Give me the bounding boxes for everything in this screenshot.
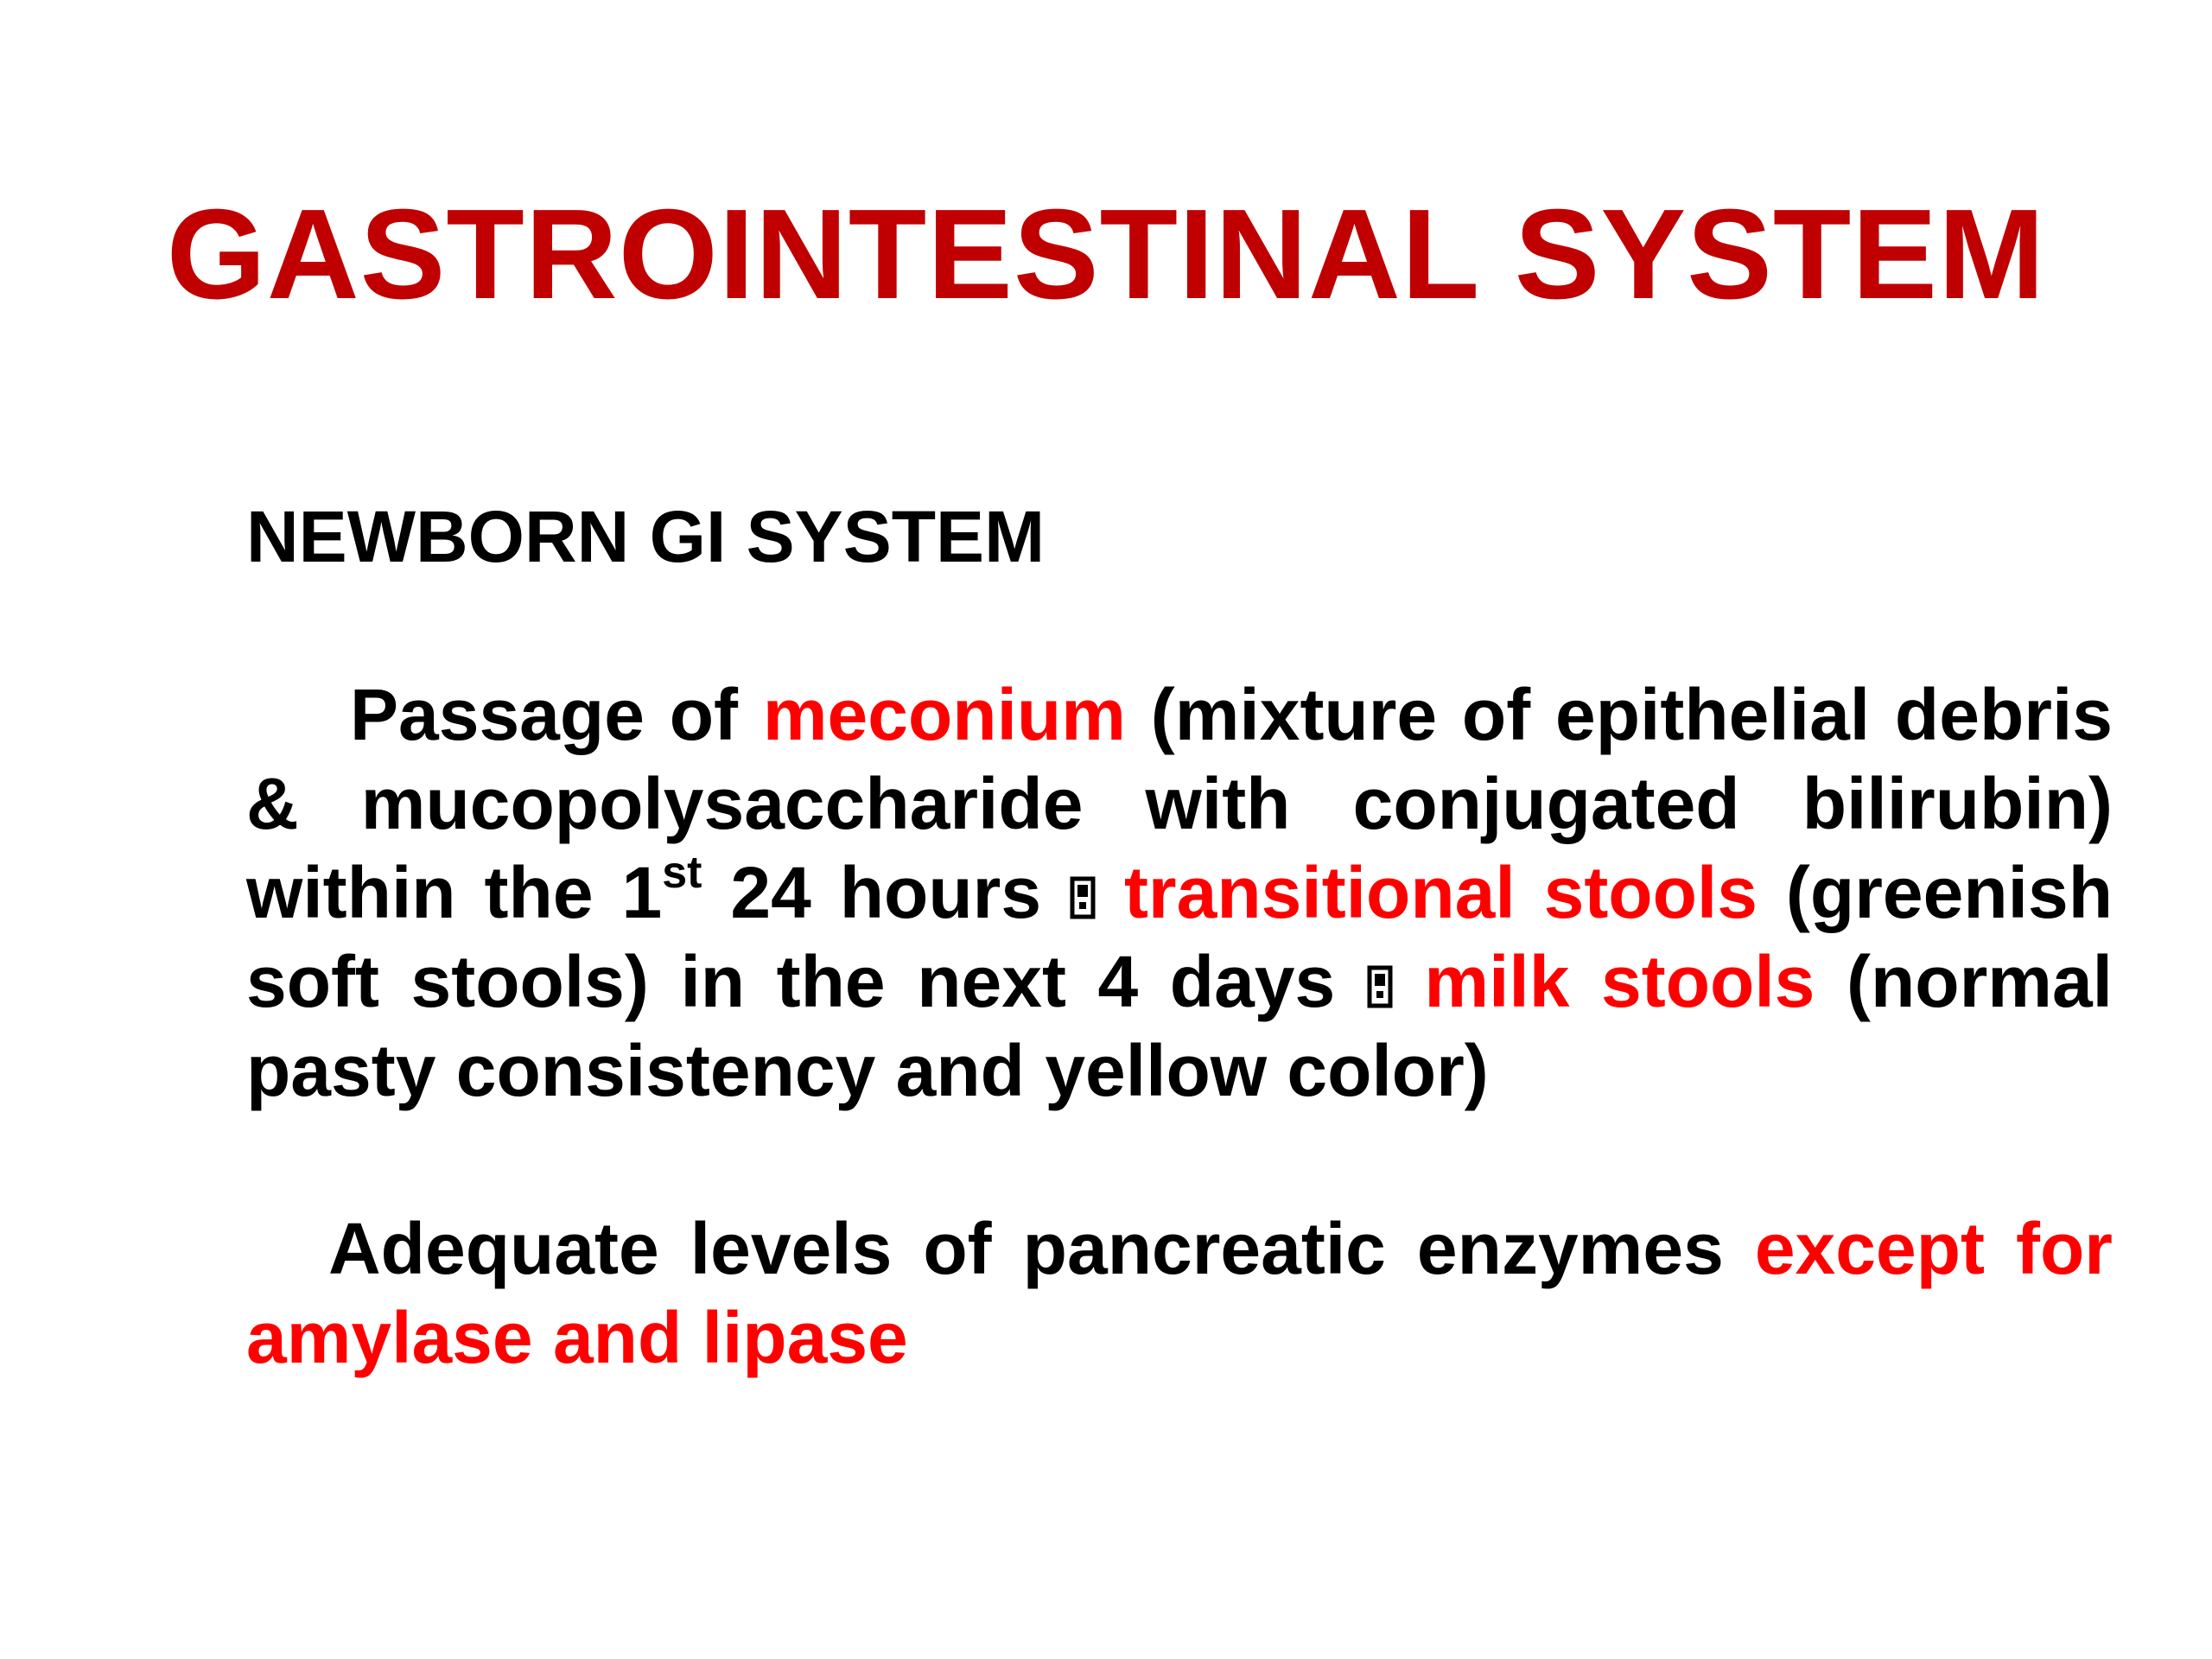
paragraph-meconium [246,671,2113,1116]
text-run: 24 hours [702,852,1071,933]
text-run: (normal pasty consistency and yellow color) [246,941,2113,1111]
missing-glyph-arrow-icon [1367,965,1393,1008]
term-milk-stools: milk stools [1424,941,1815,1022]
slide-title: GASTROINTESTINAL SYSTEM [166,183,2046,326]
slide-body [246,493,2113,1382]
text-run: (mixture of epithelial debris & mucopolysaccharide with conjugated bilirubin) within the 1 [246,674,2113,933]
text-run: Adequate levels of pancreatic enzymes [328,1208,1755,1289]
superscript-st: st [662,848,702,898]
term-transitional-stools: transitional stools [1123,852,1758,933]
text-run: Passage of [350,674,763,755]
term-meconium: meconium [762,674,1126,755]
paragraph-pancreatic-enzymes [246,1205,2113,1382]
text-run: (greenish soft stools) in the next 4 days [246,852,2113,1022]
missing-glyph-arrow-icon [1070,876,1096,919]
subheading: NEWBORN GI SYSTEM [246,496,1046,577]
term-amylase-lipase: except for amylase and lipase [246,1208,2113,1378]
